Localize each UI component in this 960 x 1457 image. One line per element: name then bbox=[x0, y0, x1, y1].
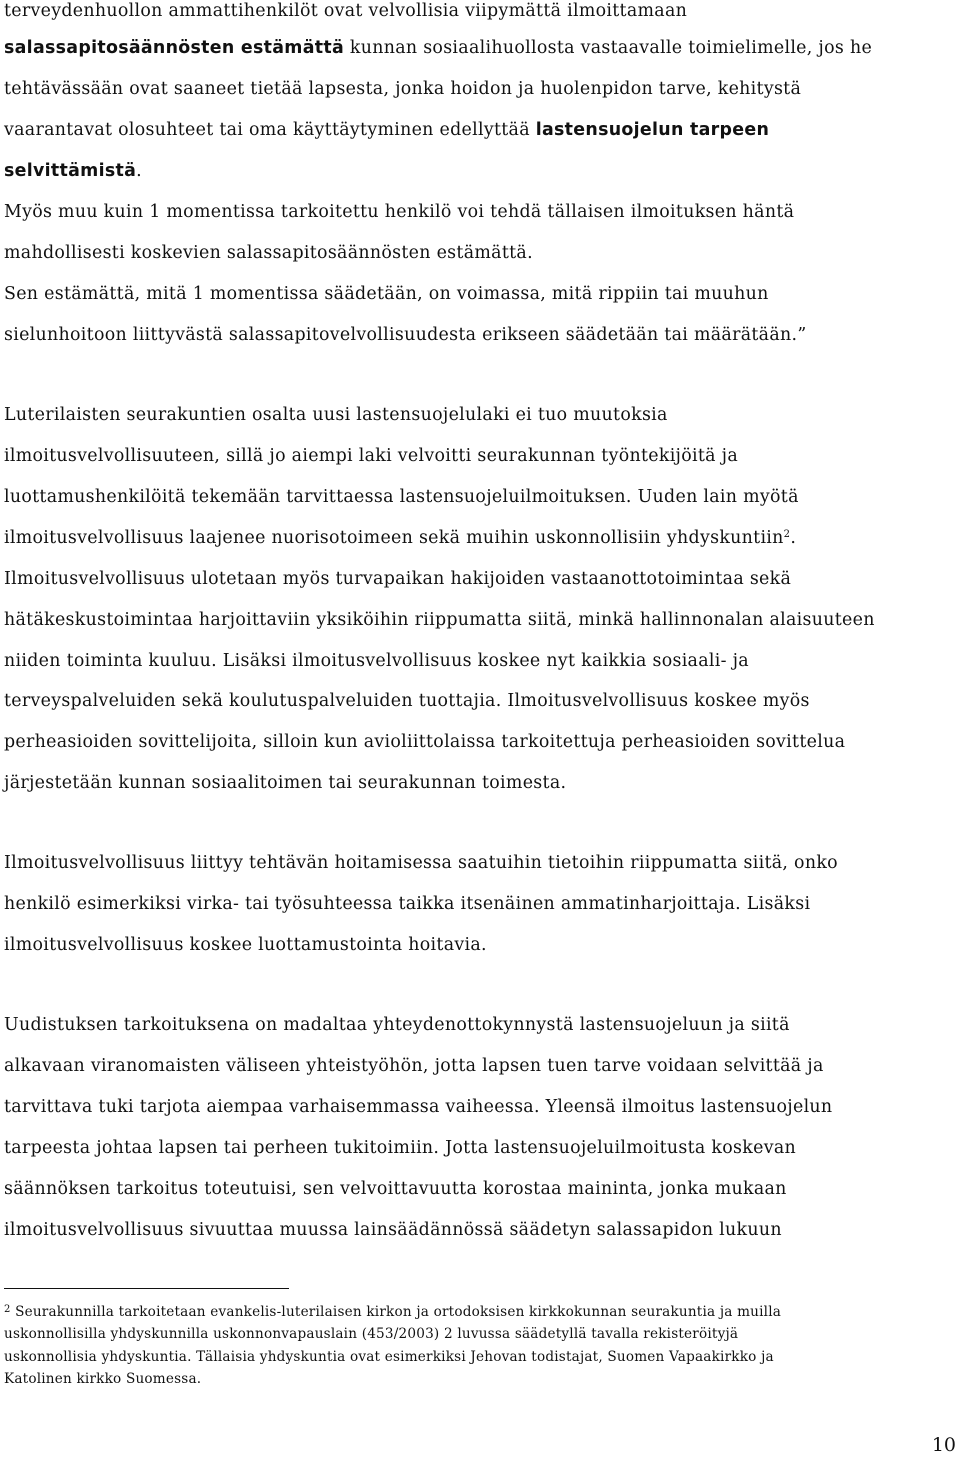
text-span: hätäkeskustoimintaa harjoittaviin yksiköihin riippumatta siitä, minkä hallinnonalan alaisuuteen bbox=[4, 610, 875, 630]
text-span: vaarantavat olosuhteet tai oma käyttäytyminen edellyttää bbox=[4, 120, 536, 140]
text-span: uskonnollisia yhdyskuntia. Tällaisia yhdyskuntia ovat esimerkiksi Jehovan todistajat, Suomen Vapaakirkko ja bbox=[4, 1349, 774, 1365]
text-span: ilmoitusvelvollisuuteen, sillä jo aiempi laki velvoitti seurakunnan työntekijöitä ja bbox=[4, 446, 739, 466]
text-span: Ilmoitusvelvollisuus ulotetaan myös turvapaikan hakijoiden vastaanottotoimintaa sekä bbox=[4, 569, 792, 589]
text-span: Myös muu kuin 1 momentissa tarkoitettu henkilö voi tehdä tällaisen ilmoituksen häntä bbox=[4, 202, 795, 222]
text-line bbox=[4, 650, 749, 672]
text-span: ilmoitusvelvollisuus sivuuttaa muussa lainsäädännössä säädetyn salassapidon lukuun bbox=[4, 1220, 782, 1240]
text-line bbox=[4, 283, 769, 305]
text-line bbox=[4, 160, 142, 182]
text-line bbox=[4, 445, 738, 467]
text-line bbox=[4, 893, 810, 915]
text-line bbox=[4, 527, 796, 552]
text-line bbox=[4, 324, 807, 346]
text-line bbox=[4, 0, 687, 22]
text-span: tarvittava tuki tarjota aiempaa varhaisemmassa vaiheessa. Yleensä ilmoitus lastensuojelun bbox=[4, 1097, 833, 1117]
text-line bbox=[4, 1096, 832, 1118]
footnote-reference[interactable]: 2 bbox=[783, 529, 791, 540]
text-span: tarpeesta johtaa lapsen tai perheen tukitoimiin. Jotta lastensuojeluilmoitusta koskevan bbox=[4, 1138, 796, 1158]
text-line bbox=[4, 1055, 824, 1077]
text-span: sielunhoitoon liittyvästä salassapitovelvollisuudesta erikseen säädetään tai määrätään.” bbox=[4, 325, 807, 345]
text-line bbox=[4, 78, 801, 100]
text-line bbox=[4, 609, 875, 631]
text-span: ilmoitusvelvollisuus koskee luottamustointa hoitavia. bbox=[4, 935, 487, 955]
text-line bbox=[4, 934, 487, 956]
page-number: 10 bbox=[931, 1434, 956, 1456]
text-line bbox=[4, 37, 872, 59]
text-span: mahdollisesti koskevien salassapitosäännösten estämättä. bbox=[4, 243, 533, 263]
text-line bbox=[4, 1219, 782, 1241]
text-span: Luterilaisten seurakuntien osalta uusi lastensuojelulaki ei tuo muutoksia bbox=[4, 405, 668, 425]
text-span: ilmoitusvelvollisuus laajenee nuorisotoimeen sekä muihin uskonnollisiin yhdyskuntiin bbox=[4, 528, 784, 548]
footnote-marker: 2 bbox=[4, 1304, 11, 1315]
text-span: terveyspalveluiden sekä koulutuspalveluiden tuottajia. Ilmoitusvelvollisuus koskee myös bbox=[4, 691, 810, 711]
text-span: Uudistuksen tarkoituksena on madaltaa yhteydenottokynnystä lastensuojeluun ja siitä bbox=[4, 1015, 790, 1035]
text-span: niiden toiminta kuuluu. Lisäksi ilmoitusvelvollisuus koskee nyt kaikkia sosiaali- ja bbox=[4, 651, 749, 671]
text-line bbox=[4, 690, 810, 712]
text-span: säännöksen tarkoitus toteutuisi, sen velvoittavuutta korostaa maininta, jonka mukaan bbox=[4, 1179, 787, 1199]
text-span: Ilmoitusvelvollisuus liittyy tehtävän hoitamisessa saatuihin tietoihin riippumatta siitä, onko bbox=[4, 853, 838, 873]
text-span: alkavaan viranomaisten väliseen yhteistyöhön, jotta lapsen tuen tarve voidaan selvittää ja bbox=[4, 1056, 824, 1076]
text-line bbox=[4, 486, 799, 508]
text-line bbox=[4, 852, 838, 874]
footnote-line bbox=[4, 1349, 774, 1366]
text-span: terveydenhuollon ammattihenkilöt ovat velvollisia viipymättä ilmoittamaan bbox=[4, 1, 688, 21]
text-span: järjestetään kunnan sosiaalitoimen tai seurakunnan toimesta. bbox=[4, 773, 567, 793]
bold-phrase: salassapitosäännösten estämättä bbox=[4, 38, 345, 58]
text-span: tehtävässään ovat saaneet tietää lapsesta, jonka hoidon ja huolenpidon tarve, kehitystä bbox=[4, 79, 802, 99]
footnote-line bbox=[4, 1304, 781, 1322]
text-line bbox=[4, 201, 794, 223]
text-span: luottamushenkilöitä tekemään tarvittaessa lastensuojeluilmoituksen. Uuden lain myötä bbox=[4, 487, 799, 507]
text-span: Seurakunnilla tarkoitetaan evankelis-luterilaisen kirkon ja ortodoksisen kirkkokunnan seurakuntia ja muilla bbox=[15, 1304, 782, 1320]
text-line bbox=[4, 119, 769, 141]
text-line bbox=[4, 1137, 796, 1159]
bold-phrase: selvittämistä bbox=[4, 161, 137, 181]
text-line bbox=[4, 568, 791, 590]
footnote-line bbox=[4, 1371, 201, 1388]
text-span: kunnan sosiaalihuollosta vastaavalle toimielimelle, jos he bbox=[344, 38, 873, 58]
text-line bbox=[4, 772, 566, 794]
text-line bbox=[4, 404, 668, 426]
text-line bbox=[4, 1178, 787, 1200]
text-span: perheasioiden sovittelijoita, silloin kun avioliittolaissa tarkoitettuja perheasioiden sovittelua bbox=[4, 732, 846, 752]
text-line bbox=[4, 731, 845, 753]
text-line bbox=[4, 1014, 790, 1036]
bold-phrase: lastensuojelun tarpeen bbox=[535, 120, 770, 140]
text-line bbox=[4, 242, 533, 264]
text-span: . bbox=[790, 528, 797, 548]
text-span: uskonnollisilla yhdyskunnilla uskonnonvapauslain (453/2003) 2 luvussa säädetyllä tavalla rekisteröityjä bbox=[4, 1326, 739, 1342]
text-span: Katolinen kirkko Suomessa. bbox=[4, 1371, 202, 1387]
text-span: henkilö esimerkiksi virka- tai työsuhteessa taikka itsenäinen ammatinharjoittaja. Lisäksi bbox=[4, 894, 811, 914]
footnote-separator bbox=[4, 1288, 289, 1289]
text-span: . bbox=[136, 161, 142, 181]
text-span: Sen estämättä, mitä 1 momentissa säädetään, on voimassa, mitä rippiin tai muuhun bbox=[4, 284, 769, 304]
footnote-line bbox=[4, 1326, 738, 1343]
